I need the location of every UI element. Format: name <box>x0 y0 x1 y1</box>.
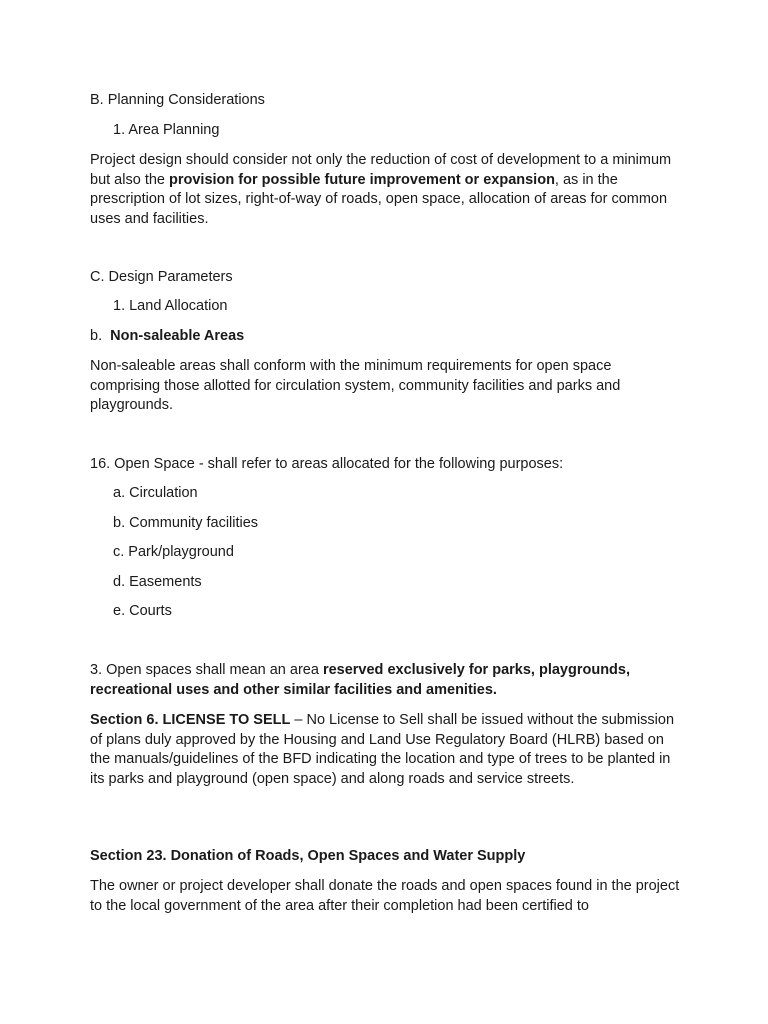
planning-heading: B. Planning Considerations <box>90 92 265 108</box>
area-planning-text-a: Project design should consider not only the reduction of cost of development to a minimum but also the <box>90 152 672 188</box>
section-6-text: – No License to Sell shall be issued without the submission of plans duly approved by the Housing and Land Use Regulatory Board (HLRB) based on the manuals/guidelines of the BFD indicating the location and type of trees to be planted in its parks and playground (open space) and along roads and service streets. <box>90 712 675 787</box>
open-space-item: d. Easements <box>113 574 202 590</box>
open-space-item: a. Circulation <box>113 485 198 501</box>
area-planning-subheading: 1. Area Planning <box>113 122 220 138</box>
open-space-item: e. Courts <box>113 603 172 619</box>
area-planning-bold: provision for possible future improvement or expansion <box>169 171 555 188</box>
open-spaces-definition <box>90 661 680 700</box>
land-allocation-subheading: 1. Land Allocation <box>113 298 228 314</box>
open-space-item: b. Community facilities <box>113 515 259 531</box>
open-spaces-definition-prefix: 3. Open spaces shall mean an area <box>90 662 323 678</box>
non-saleable-paragraph: Non-saleable areas shall conform with the minimum requirements for open space comprising those allotted for circulation system, community facilities and parks and playgrounds. <box>90 358 621 413</box>
area-planning-paragraph <box>90 151 680 229</box>
non-saleable-bold: Non-saleable Areas <box>110 328 245 344</box>
area-planning-text-b: , as in the prescription of lot sizes, right-of-way of roads, open space, allocation of areas for common uses and facilities. <box>90 171 668 227</box>
section-23-heading: Section 23. Donation of Roads, Open Spaces and Water Supply <box>90 848 526 864</box>
open-space-item: c. Park/playground <box>113 544 234 560</box>
non-saleable-prefix: b. <box>90 328 103 344</box>
non-saleable-heading <box>90 327 680 347</box>
section-23-paragraph: The owner or project developer shall donate the roads and open spaces found in the project to the local government of the area after their completion had been certified to <box>90 878 680 914</box>
section-6-title: Section 6. LICENSE TO SELL <box>90 712 291 728</box>
section-6-paragraph <box>90 711 680 789</box>
open-space-heading: 16. Open Space - shall refer to areas allocated for the following purposes: <box>90 456 564 472</box>
open-spaces-definition-bold: reserved exclusively for parks, playgrounds, recreational uses and other similar facilities and amenities. <box>90 662 631 698</box>
design-parameters-heading: C. Design Parameters <box>90 269 233 285</box>
